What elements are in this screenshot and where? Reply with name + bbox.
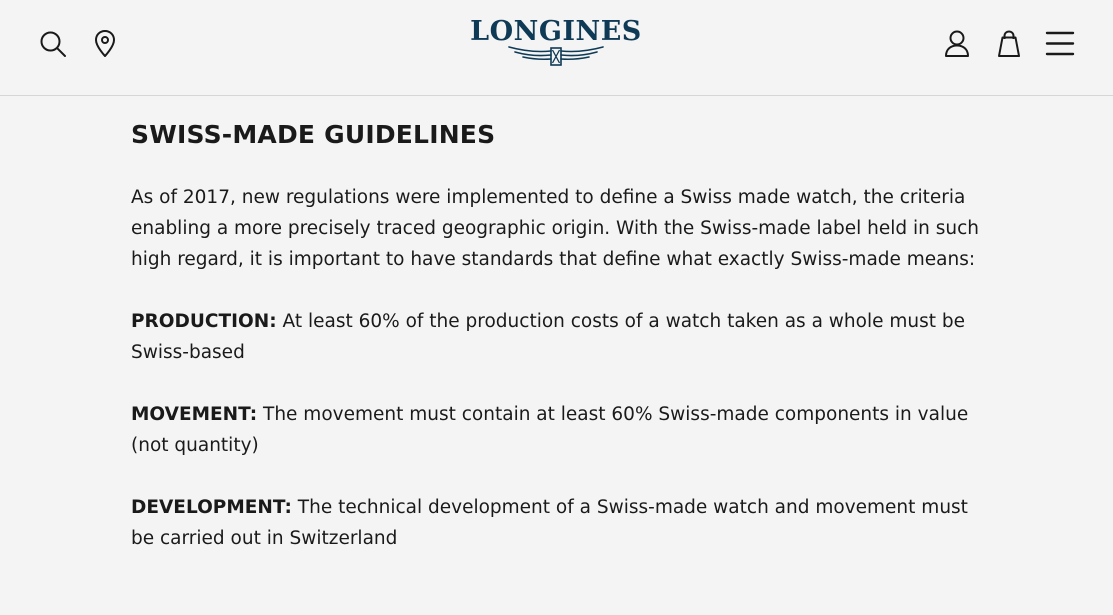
site-header — [0, 0, 1113, 96]
search-icon[interactable] — [38, 29, 68, 59]
main-content — [131, 118, 991, 585]
criterion-development — [131, 492, 991, 554]
criterion-text: The technical development of a Swiss-made watch and movement must be carried out in Switzerland — [131, 497, 968, 549]
winged-hourglass-emblem — [505, 43, 607, 67]
shopping-bag-icon[interactable] — [996, 29, 1022, 59]
criterion-term: MOVEMENT: — [131, 404, 258, 425]
intro-paragraph: As of 2017, new regulations were implemented to define a Swiss made watch, the criteria enabling a more precisely traced geographic origin. With the Swiss-made label held in such high regard, it is important to have standards that define what exactly Swiss-made means: — [131, 187, 980, 270]
logo-wordmark: LONGINES — [470, 16, 642, 47]
criterion-production — [131, 306, 991, 368]
location-pin-icon[interactable] — [93, 29, 117, 59]
page-title: SWISS-MADE GUIDELINES — [131, 120, 496, 149]
criterion-term: DEVELOPMENT: — [131, 497, 292, 518]
criterion-text: The movement must contain at least 60% Swiss-made components in value (not quantity) — [131, 404, 969, 456]
criterion-term: PRODUCTION: — [131, 311, 277, 332]
criterion-movement — [131, 399, 991, 461]
criterion-text: At least 60% of the production costs of a watch taken as a whole must be Swiss-based — [131, 311, 966, 363]
account-icon[interactable] — [943, 29, 971, 59]
hamburger-menu-icon[interactable] — [1045, 30, 1075, 58]
brand-logo[interactable] — [465, 17, 647, 69]
